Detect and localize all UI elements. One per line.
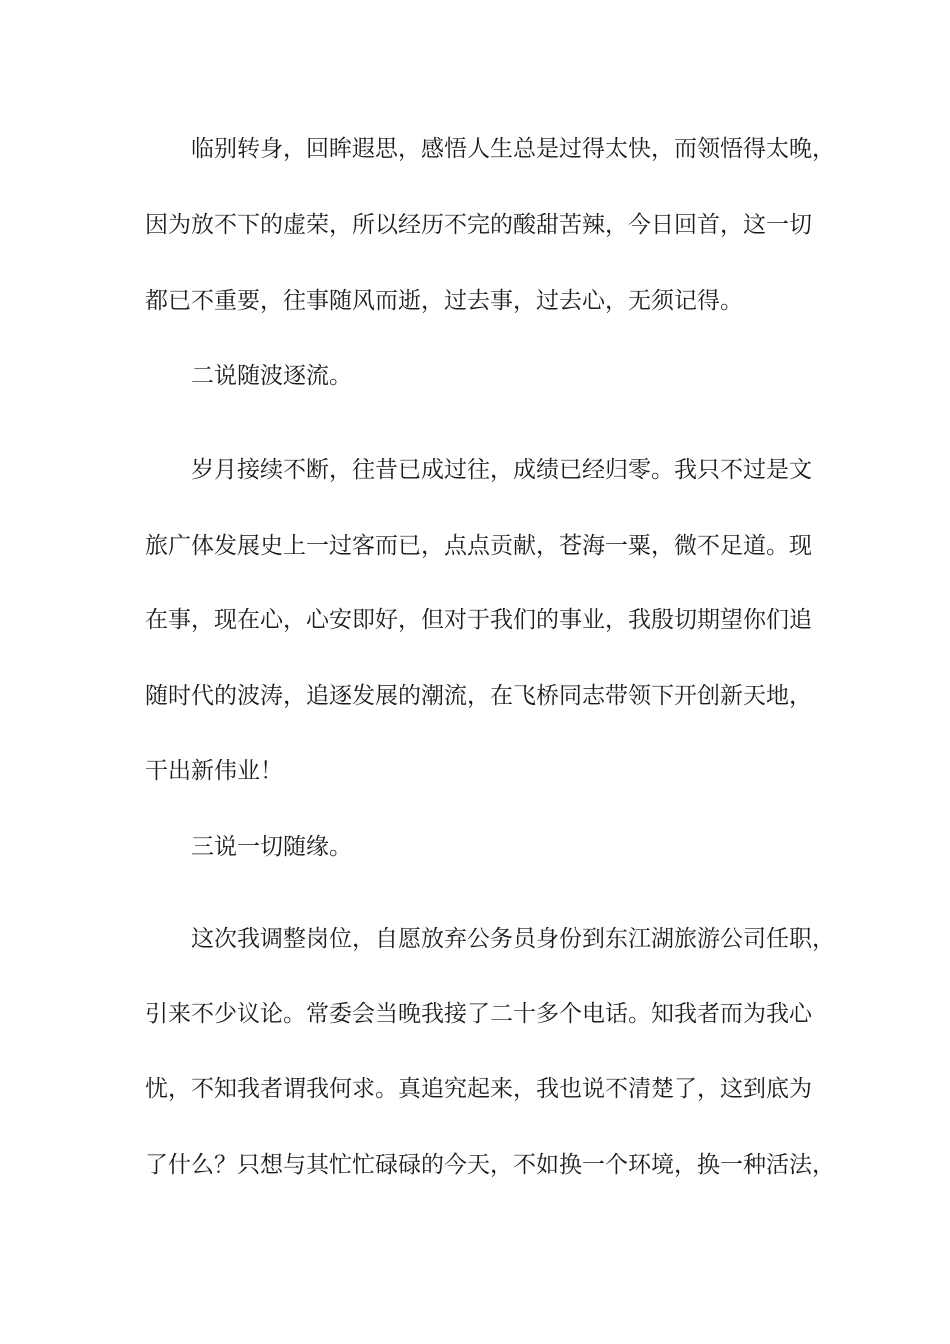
paragraph-line-9: 干出新伟业！ — [145, 758, 283, 784]
paragraph-line-7: 在事，现在心，心安即好，但对于我们的事业，我殷切期望你们追 — [145, 607, 812, 633]
section-heading-2: 二说随波逐流。 — [191, 363, 352, 389]
paragraph-line-2: 因为放不下的虚荣，所以经历不完的酸甜苦辣，今日回首，这一切 — [145, 212, 812, 238]
paragraph-line-13: 忧，不知我者谓我何求。真追究起来，我也说不清楚了，这到底为 — [145, 1076, 812, 1102]
paragraph-line-6: 旅广体发展史上一过客而已，点点贡献，苍海一粟，微不足道。现 — [145, 533, 812, 559]
section-heading-3: 三说一切随缘。 — [191, 834, 352, 860]
paragraph-line-11: 这次我调整岗位，自愿放弃公务员身份到东江湖旅游公司任职， — [191, 926, 835, 952]
paragraph-line-8: 随时代的波涛，追逐发展的潮流，在飞桥同志带领下开创新天地， — [145, 683, 812, 709]
paragraph-line-3: 都已不重要，往事随风而逝，过去事，过去心，无须记得。 — [145, 288, 743, 314]
paragraph-line-14: 了什么？只想与其忙忙碌碌的今天，不如换一个环境，换一种活法， — [145, 1152, 835, 1178]
paragraph-line-1: 临别转身，回眸遐思，感悟人生总是过得太快，而领悟得太晚， — [191, 136, 835, 162]
paragraph-line-12: 引来不少议论。常委会当晚我接了二十多个电话。知我者而为我心 — [145, 1001, 812, 1027]
paragraph-line-5: 岁月接续不断，往昔已成过往，成绩已经归零。我只不过是文 — [191, 457, 812, 483]
